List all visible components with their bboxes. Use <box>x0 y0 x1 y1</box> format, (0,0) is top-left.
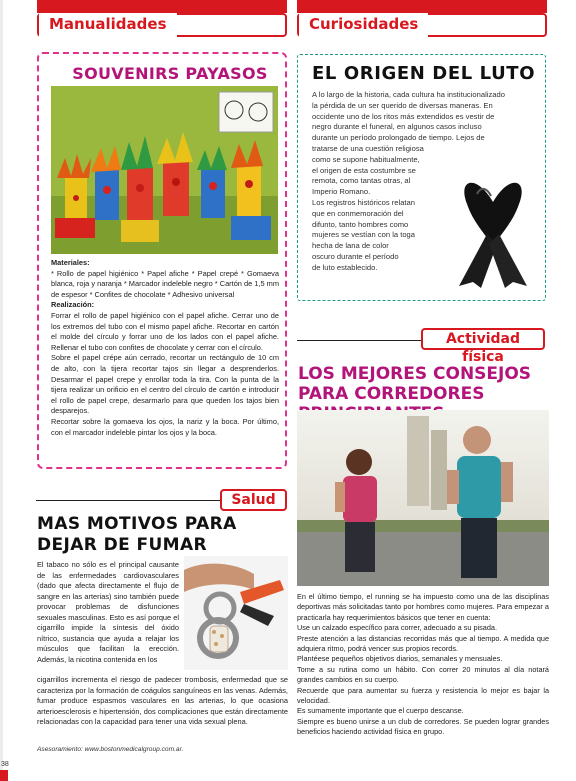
section-title: Manualidades <box>39 13 177 37</box>
section-header-manualidades <box>37 13 287 37</box>
top-red-strip-right <box>297 0 547 13</box>
luto-line: difunto, tanto hombres como <box>312 219 409 229</box>
realizacion-paragraph: Recortar sobre la gomaeva los ojos, la nariz y la boca. Por último, con el marcador indeleble pintar los ojos y la boca. <box>51 416 279 437</box>
luto-line: Los registros históricos relatan <box>312 197 415 207</box>
runners-photo <box>297 410 549 586</box>
fumar-title: MAS MOTIVOS PARA DEJAR DE FUMAR <box>37 514 237 555</box>
running-paragraph: Use un calzado específico para correr, adecuado a su pisada. <box>297 623 497 633</box>
souvenirs-title: SOUVENIRS PAYASOS <box>72 64 268 83</box>
page-number-bar <box>0 770 8 781</box>
section-header-curiosidades <box>297 13 547 37</box>
page-number: 38 <box>1 761 9 768</box>
running-paragraph: En el último tiempo, el running se ha impuesto como una de las disciplinas deportivas más solicitadas tanto por hombres como mujeres. Para empezar a practicarla hay requerimientos básicos que tener en cuenta: <box>297 592 549 622</box>
actividad-badge: Actividad física <box>421 328 545 350</box>
realizacion-label: Realización: <box>51 300 95 310</box>
luto-line: como se supone habitualmente, <box>312 154 420 164</box>
luto-line: durante un período prolongado de tiempo. Lejos de <box>312 133 485 143</box>
black-ribbon-image <box>447 164 539 289</box>
luto-line: mujeres se vestían con la toga <box>312 230 415 240</box>
running-paragraph: Preste atención a las distancias recorridas más que al tiempo. A medida que adquiera ritmo, podrá vencer sus propios records. <box>297 633 549 654</box>
luto-line: occidente uno de los ritos más extendidos es vestir de <box>312 111 495 121</box>
souvenirs-text <box>51 258 279 438</box>
luto-line: de luto establecido. <box>312 262 378 272</box>
luto-line: A lo largo de la historia, cada cultura ha institucionalizado <box>312 90 505 99</box>
luto-line: hecha de lana de color <box>312 241 389 251</box>
fumar-text-full: cigarrillos incrementa el riesgo de padecer trombosis, enfermedad que se caracteriza por la formación de coágulos sanguíneos en las venas. Además, fumar produce espasmos vasculares en las arterias, lo que ocasiona arterioesclerosis e hipertensión, dos complicaciones que están directamente relacionadas con la capacidad para tener una vida sexual plena. <box>37 675 288 726</box>
luto-line: el origen de esta costumbre se <box>312 165 416 175</box>
salud-badge: Salud <box>220 489 287 511</box>
luto-line: negro durante el funeral, en algunos casos incluso <box>312 122 482 132</box>
running-paragraph: Recuerde que para aumentar su fuerza y resistencia lo mejor es bajar la velocidad. <box>297 685 549 706</box>
luto-line: remota, como tantas otras, al <box>312 176 411 186</box>
clown-souvenirs-photo <box>51 86 278 254</box>
asesoramiento-credit: Asesoramiento: www.bostonmedicalgroup.com.ar. <box>37 746 184 753</box>
luto-line: oscuro durante el período <box>312 251 399 261</box>
running-title: LOS MEJORES CONSEJOS PARA CORREDORES <box>298 364 532 404</box>
salud-rule <box>36 500 221 501</box>
actividad-rule <box>297 340 422 341</box>
materiales-label: Materiales: <box>51 258 90 267</box>
fumar-text-column: El tabaco no sólo es el principal causante de las enfermedades cardiovasculares (dado que afecta directamente el flujo de sangre en las arterias) sino también puede provocar problemas de disfunciones sexuales masculinas. Esto es así porque el cigarrillo impide la síntesis del óxido nítrico, sustancia que ayuda a relajar los músculos que facilitan la erección. Además, la nicotina contenida en los <box>37 560 179 664</box>
luto-line: que en conmemoración del <box>312 208 404 218</box>
luto-line: la pérdida de un ser querido de diversas maneras. En <box>312 100 493 110</box>
running-paragraph: Siempre es bueno unirse a un club de corredores. Se pueden lograr grandes beneficios haciendo actividad física en grupo. <box>297 716 549 737</box>
realizacion-paragraph: Sobre el papel crépe aún cerrado, recortar un rectángulo de 10 cm de alto, con la tijera recortar tajos sin llegar a desprenderlos. Desarmar el papel crepe y enrollar toda la tira. Con la punta de la tijera realizar un orificio en el centro del círculo de cartón e introducir el rollo de papel crepe, desarmarlo para que queden los tajos bien desparejos. <box>51 353 279 416</box>
materiales-list: * Rollo de papel higiénico * Papel afiche * Papel crepé * Gomaeva blanca, roja y naranja * Marcador indeleble negro * Cartón de 1,5 mm de espesor * Confites de chocolate * Adhesivo universal <box>51 268 279 299</box>
page-edge-bar <box>0 0 3 781</box>
running-paragraph: Tome a su rutina como un hábito. Con correr 20 minutos al día notará grandes cambios en su cuerpo. <box>297 664 549 685</box>
luto-line: tratarse de una cuestión religiosa <box>312 143 424 153</box>
luto-title: EL ORIGEN DEL LUTO <box>312 63 536 84</box>
running-paragraph: Plantéese pequeños objetivos diarios, semanales y mensuales. <box>297 654 503 664</box>
running-text <box>297 592 549 738</box>
cigarette-handcuffs-photo <box>184 556 288 670</box>
top-red-strip-left <box>37 0 287 13</box>
running-paragraph: Es sumamente importante que el cuerpo descanse. <box>297 706 464 716</box>
luto-line: Imperio Romano. <box>312 187 371 197</box>
realizacion-paragraph: Forrar el rollo de papel higiénico con el papel afiche. Cerrar uno de los extremos del tubo con el mismo papel afiche. Recortar en cartón el molde del círculo y forrar uno de los lados con el papel afiche. Rellenar el tubo con confites de chocolate y cerrar con el círculo. <box>51 310 279 352</box>
section-title: Curiosidades <box>299 13 428 37</box>
